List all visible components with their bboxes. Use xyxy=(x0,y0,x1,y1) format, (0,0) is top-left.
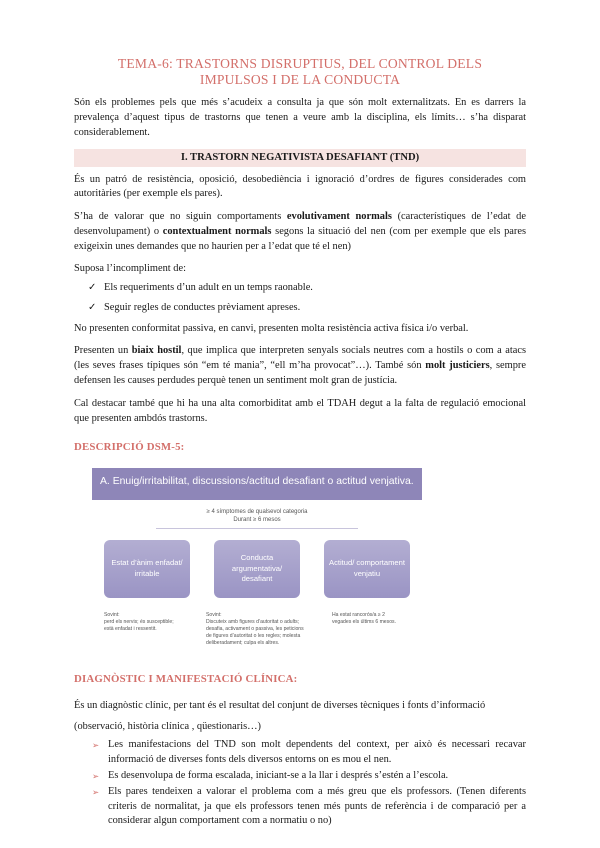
tnd-definition: És un patró de resistència, oposició, desobediència i ignoració d’ordres de figures considerades com autoritàries (per exemple els pares). xyxy=(74,173,526,200)
diagnostic-bullet-list xyxy=(92,738,526,829)
note-line: està enfadat i ressentit. xyxy=(104,625,157,632)
text-run: (característiques de l’edat de desenvolupament) o xyxy=(74,211,526,237)
document-title xyxy=(74,56,526,87)
figure-connector-line xyxy=(156,528,358,529)
figure-note-mood xyxy=(104,612,204,633)
text-run: , sempre defensen les causes perdudes perquè tenen un sentiment molt gran de justícia. xyxy=(74,360,526,386)
note-line: Ha estat rancorós/a ≥ 2 xyxy=(332,611,385,618)
tnd-assessment-paragraph xyxy=(74,210,526,254)
note-line: Sovint: xyxy=(206,611,222,618)
criteria-duration: Durant ≥ 6 mesos xyxy=(233,517,281,524)
list-item-text: Els pares tendeixen a valorar el problema com a més greu que els professors. (Tenen diferents criteris de normalitat, ja que els professors tenen més punts de referència i de comparació per a considerar algun comportament com a normatiu o no) xyxy=(108,785,526,827)
intro-paragraph: Són els problemes pels que més s’acudeix a consulta ja que són molt externalitzats. En es darrers la prevalença d’aquest tipus de trastorns que tenen a veure amb la disciplina, els límits… s’ha disparat considerablement. xyxy=(74,97,526,138)
text-run: S’ha de valorar que no siguin comportaments xyxy=(74,211,287,223)
dsm-heading: DESCRIPCIÓ DSM-5: xyxy=(74,441,185,454)
list-item xyxy=(92,769,526,784)
tnd-comorbidity-paragraph: Cal destacar també que hi ha una alta comorbiditat amb el TDAH degut a la falta de regulació emocional que presenten ambdós trastorns. xyxy=(74,397,526,424)
arrow-bullet-icon: ➢ xyxy=(92,741,100,752)
note-line: Discuteix amb figures d’autoritat o adults; xyxy=(206,618,300,625)
diagnostic-paragraph-2: (observació, història clínica , qüestionaris…) xyxy=(74,720,261,732)
title-line-2: IMPULSOS I DE LA CONDUCTA xyxy=(199,71,401,87)
bold-term-hostile-bias: biaix hostil xyxy=(131,345,182,357)
note-line: de figures d’autoritat o les regles; molesta xyxy=(206,632,301,639)
figure-criteria xyxy=(92,508,422,525)
check-icon: ✓ xyxy=(88,301,97,313)
list-item-text: Les manifestacions del TND son molt dependents del context, per això és necessari recavar informació de diverses fonts dels diversos entorns on es mou el nen. xyxy=(108,739,526,766)
text-run: , que implica que interpreten senyals socials neutres com a hostils o com a atacs (les seves frases típiques són “em té mania”, “ell m’ha provocat”…). També són xyxy=(74,345,526,372)
list-item xyxy=(92,738,526,768)
arrow-bullet-icon: ➢ xyxy=(92,787,100,798)
list-item xyxy=(88,281,526,296)
list-item-text: Els requeriments d’un adult en un temps raonable. xyxy=(104,282,313,294)
note-line: Sovint: xyxy=(104,611,120,618)
list-item xyxy=(88,301,526,316)
note-line: vegades els últims 6 mesos. xyxy=(332,618,396,625)
note-line: deliberadament; culpa els altres. xyxy=(206,639,280,646)
text-run: segons la situació del nen (com per exemple que els pares exigeixin unes demandes que no haurien per a l’edat que té el nen) xyxy=(74,225,526,252)
note-line: perd els nervis; és susceptible; xyxy=(104,618,174,625)
figure-banner: A. Enuig/irritabilitat, discussions/actitud desafiant o actitud venjativa. xyxy=(92,468,422,500)
figure-box-vindictive: Actitud/ comportament venjatiu xyxy=(324,540,410,598)
bold-term-justice: molt justiciers xyxy=(425,360,490,372)
note-line: desafia, activament o passiva, les peticions xyxy=(206,625,304,632)
figure-note-conduct xyxy=(206,612,324,647)
figure-box-mood: Estat d’ànim enfadat/ irritable xyxy=(104,540,190,598)
tnd-hostile-bias-paragraph xyxy=(74,344,526,388)
list-item-text: Seguir regles de conductes prèviament apreses. xyxy=(104,301,301,313)
list-item xyxy=(92,785,526,829)
check-list xyxy=(88,281,526,316)
section-heading-tnd: I. TRASTORN NEGATIVISTA DESAFIANT (TND) xyxy=(74,149,526,167)
dsm-criteria-figure xyxy=(92,468,422,658)
tnd-noncompliance-intro: Suposa l’incompliment de: xyxy=(74,263,186,275)
tnd-resistance-paragraph: No presenten conformitat passiva, en canvi, presenten molta resistència activa física i/o verbal. xyxy=(74,322,469,334)
figure-box-conduct: Conducta argumentativa/ desafiant xyxy=(214,540,300,598)
bold-term-evolutive: evolutivament normals xyxy=(286,211,392,223)
figure-note-vindictive xyxy=(332,612,422,626)
check-icon: ✓ xyxy=(88,282,97,294)
diagnostic-paragraph-1: És un diagnòstic clínic, per tant és el resultat del conjunt de diverses tècniques i fonts d’informació xyxy=(74,699,486,711)
list-item-text: Es desenvolupa de forma escalada, iniciant-se a la llar i després s’estén a l’escola. xyxy=(108,770,449,782)
criteria-symptoms: ≥ 4 símptomes de qualsevol categoria xyxy=(206,508,308,515)
diagnostic-heading: DIAGNÒSTIC I MANIFESTACIÓ CLÍNICA: xyxy=(74,672,298,685)
arrow-bullet-icon: ➢ xyxy=(92,772,100,783)
bold-term-contextual: contextualment normals xyxy=(162,225,272,237)
title-line-1: TEMA-6: TRASTORNS DISRUPTIUS, DEL CONTROL DELS xyxy=(117,56,483,71)
text-run: Presenten un xyxy=(74,345,132,357)
